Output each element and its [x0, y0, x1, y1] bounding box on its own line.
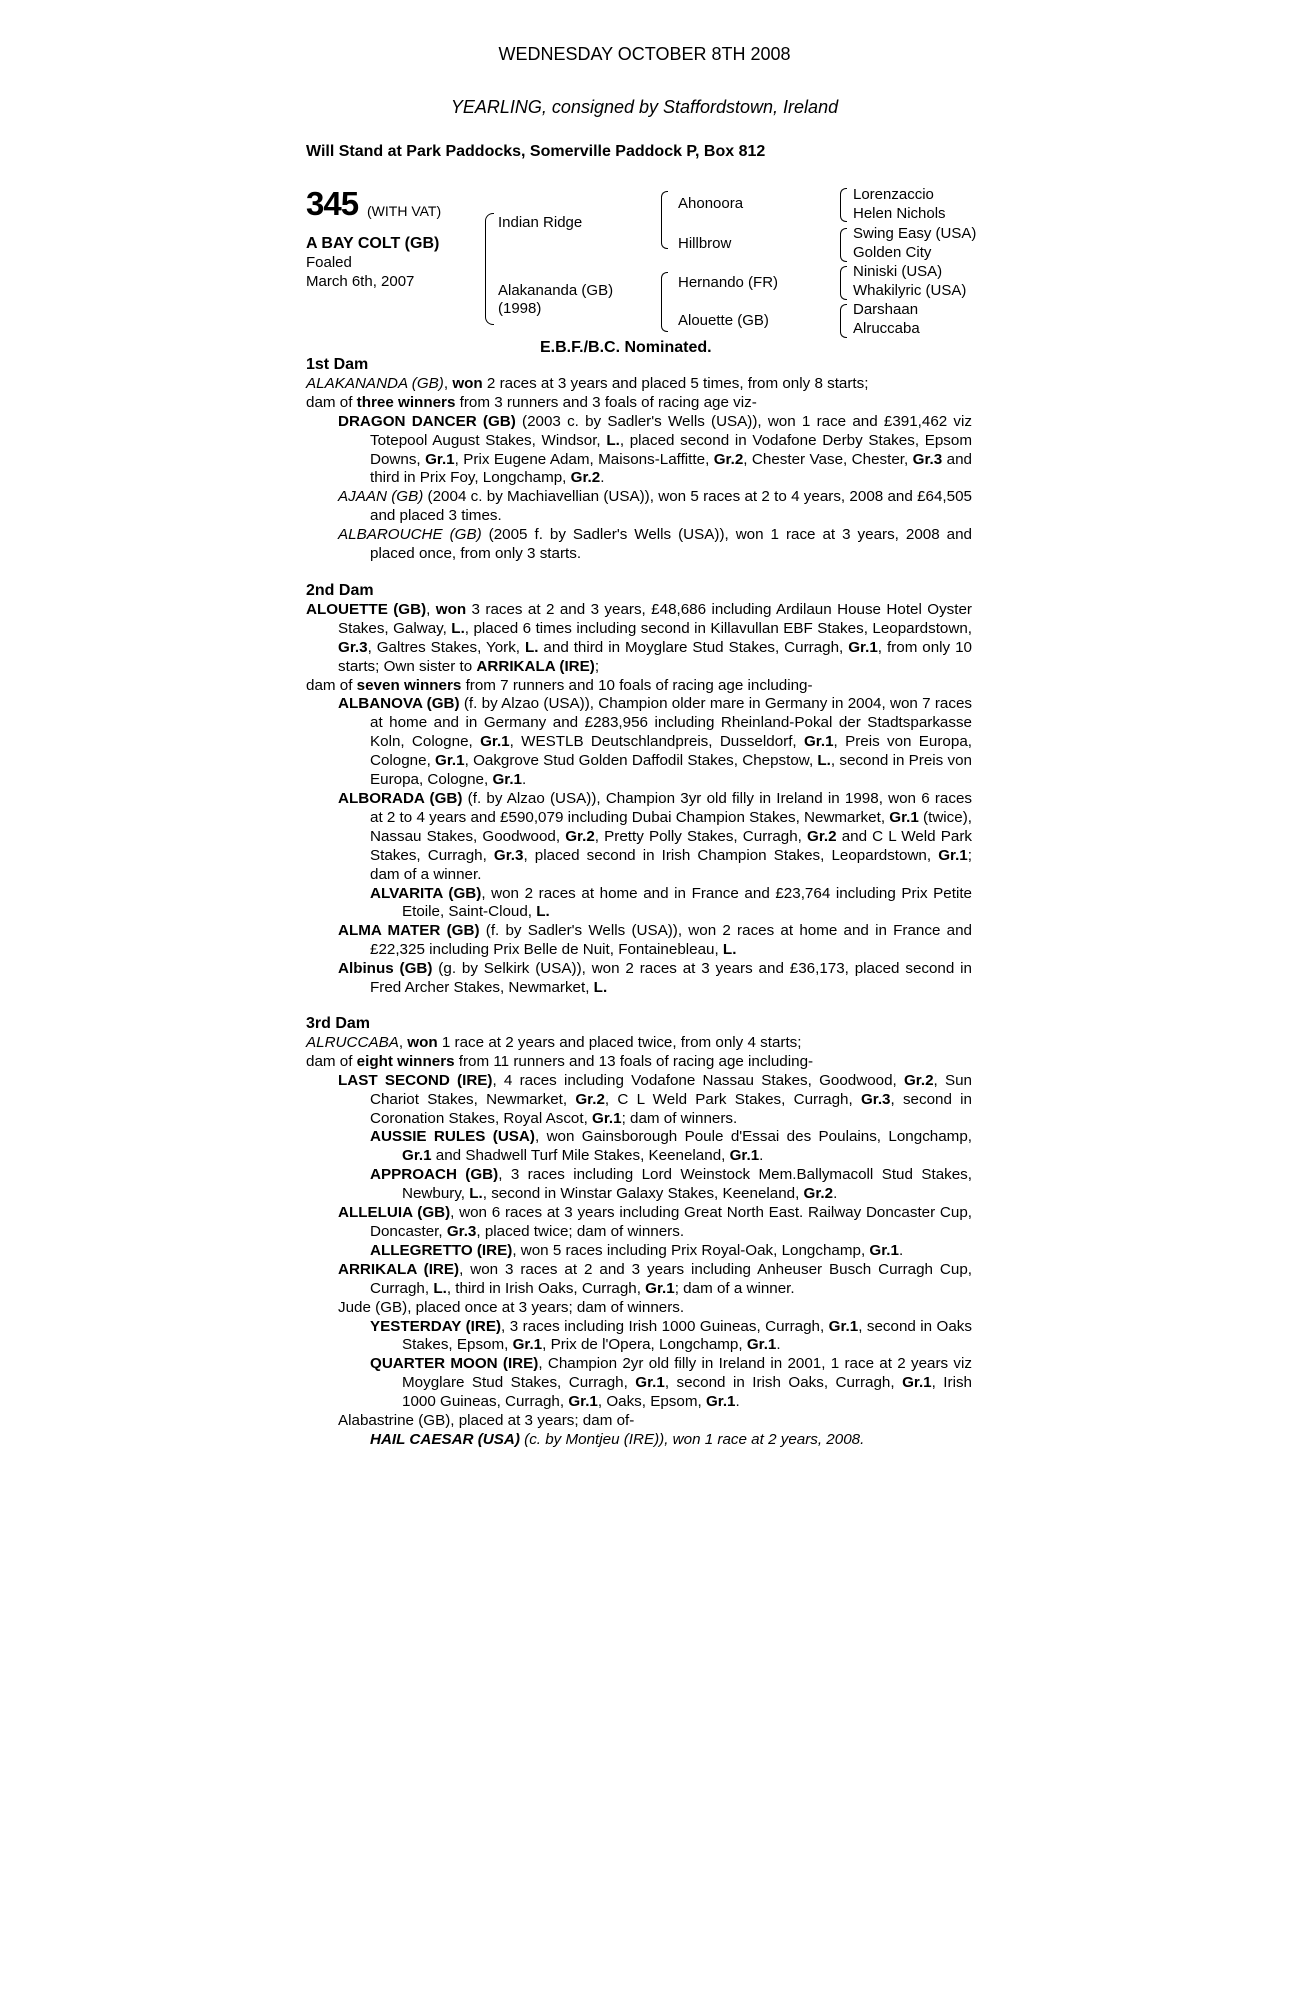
- pedigree-gen3-3: Swing Easy (USA): [853, 225, 977, 242]
- second-dam-section: [306, 582, 972, 998]
- produce-entry: Jude (GB), placed once at 3 years; dam of winners.: [338, 1298, 685, 1316]
- dam-produce: dam of seven winners from 7 runners and 10 foals of racing age including-: [306, 676, 813, 694]
- pedigree-gen3-2: Helen Nichols: [853, 205, 946, 222]
- pedigree-gen3-8: Alruccaba: [853, 320, 920, 337]
- produce-entry: Albinus (GB) (g. by Selkirk (USA)), won 2 races at 3 years and £36,173, placed second in Fred Archer Stakes, Newmarket, L.: [338, 960, 972, 997]
- produce-entry: QUARTER MOON (IRE), Champion 2yr old filly in Ireland in 2001, 1 race at 2 years viz Moyglare Stud Stakes, Curragh, Gr.1, second in Irish Oaks, Curragh, Gr.1, Irish 1000 Guineas, Curragh, Gr.1, Oaks, Epsom, Gr.1.: [370, 1355, 972, 1411]
- produce-entry: ARRIKALA (IRE), won 3 races at 2 and 3 years including Anheuser Busch Curragh Cup, Curragh, L., third in Irish Oaks, Curragh, Gr.1; dam of a winner.: [338, 1260, 972, 1297]
- produce-entry: ALLELUIA (GB), won 6 races at 3 years including Great North East. Railway Doncaster Cup, Doncaster, Gr.3, placed twice; dam of winners.: [338, 1204, 972, 1240]
- lot-name: A BAY COLT (GB): [306, 235, 440, 252]
- brace-gen3-2: [840, 228, 847, 262]
- pedigree-dam-year: (1998): [498, 300, 542, 317]
- produce-entry: LAST SECOND (IRE), 4 races including Vodafone Nassau Stakes, Goodwood, Gr.2, Sun Chariot Stakes, Newmarket, Gr.2, C L Weld Park Stakes, Curragh, Gr.3, second in Coronation Stakes, Royal Ascot, Gr.1; dam of winners.: [338, 1071, 972, 1127]
- section-heading: 2nd Dam: [306, 582, 374, 599]
- third-dam-section: [306, 1015, 972, 1450]
- brace-gen3-3: [840, 266, 847, 300]
- produce-entry: Alabastrine (GB), placed at 3 years; dam of-: [338, 1412, 635, 1430]
- foaled-label: Foaled: [306, 254, 352, 271]
- produce-entry: YESTERDAY (IRE), 3 races including Irish 1000 Guineas, Curragh, Gr.1, second in Oaks Stakes, Epsom, Gr.1, Prix de l'Opera, Longchamp, Gr.1.: [370, 1317, 972, 1354]
- pedigree-gen3-4: Golden City: [853, 244, 932, 261]
- dam-produce: dam of eight winners from 11 runners and 13 foals of racing age including-: [306, 1052, 814, 1070]
- pedigree-gen3-5: Niniski (USA): [853, 263, 943, 280]
- nomination-note: E.B.F./B.C. Nominated.: [540, 339, 712, 356]
- pedigree-gen2-4: Alouette (GB): [678, 312, 769, 329]
- section-heading: 1st Dam: [306, 356, 369, 373]
- stand-location: Will Stand at Park Paddocks, Somerville Paddock P, Box 812: [306, 143, 766, 160]
- pedigree-sire: Indian Ridge: [498, 214, 583, 231]
- produce-entry: ALBAROUCHE (GB) (2005 f. by Sadler's Wells (USA)), won 1 race at 3 years, 2008 and placed once, from only 3 starts.: [338, 526, 972, 563]
- brace-gen3-4: [840, 304, 847, 338]
- produce-entry: ALMA MATER (GB) (f. by Sadler's Wells (USA)), won 2 races at home and in France and £22,325 including Prix Belle de Nuit, Fontainebleau, L.: [338, 922, 972, 959]
- pedigree-dam: Alakananda (GB): [498, 282, 614, 299]
- dam-summary: ALOUETTE (GB), won 3 races at 2 and 3 years, £48,686 including Ardilaun House Hotel Oyster Stakes, Galway, L., placed 6 times including second in Killavullan EBF Stakes, Leopardstown, Gr.3, Galtres Stakes, York, L. and third in Moyglare Stud Stakes, Curragh, Gr.1, from only 10 starts; Own sister to ARRIKALA (IRE);: [306, 600, 972, 675]
- produce-entry: AJAAN (GB) (2004 c. by Machiavellian (USA)), won 5 races at 2 to 4 years, 2008 and £64,505 and placed 3 times.: [338, 488, 972, 525]
- pedigree-gen3-1: Lorenzaccio: [853, 186, 934, 203]
- brace-gen1: [485, 213, 494, 325]
- produce-entry: ALLEGRETTO (IRE), won 5 races including Prix Royal-Oak, Longchamp, Gr.1.: [370, 1241, 904, 1259]
- pedigree-gen2-2: Hillbrow: [678, 235, 732, 252]
- dam-summary: ALAKANANDA (GB), won 2 races at 3 years and placed 5 times, from only 8 starts;: [306, 374, 869, 392]
- brace-gen3-1: [840, 188, 847, 222]
- produce-entry: ALVARITA (GB), won 2 races at home and in France and £23,764 including Prix Petite Etoile, Saint-Cloud, L.: [370, 884, 972, 921]
- produce-entry: ALBORADA (GB) (f. by Alzao (USA)), Champion 3yr old filly in Ireland in 1998, won 6 races at 2 to 4 years and £590,079 including Dubai Champion Stakes, Newmarket, Gr.1 (twice), Nassau Stakes, Goodwood, Gr.2, Pretty Polly Stakes, Curragh, Gr.2 and C L Weld Park Stakes, Curragh, Gr.3, placed second in Irish Champion Stakes, Leopardstown, Gr.1; dam of a winner.: [338, 789, 972, 883]
- sale-date: WEDNESDAY OCTOBER 8TH 2008: [498, 44, 791, 64]
- dam-produce: dam of three winners from 3 runners and 3 foals of racing age viz-: [306, 393, 757, 411]
- pedigree-gen2-3: Hernando (FR): [678, 274, 779, 291]
- vat-note: (WITH VAT): [367, 203, 442, 219]
- pedigree-gen2-1: Ahonoora: [678, 195, 744, 212]
- brace-gen2-top: [661, 191, 668, 249]
- first-dam-section: [306, 356, 972, 564]
- lot-number: 345: [306, 185, 359, 222]
- brace-gen2-bottom: [661, 272, 668, 332]
- produce-entry: DRAGON DANCER (GB) (2003 c. by Sadler's Wells (USA)), won 1 race and £391,462 viz Totepool August Stakes, Windsor, L., placed second in Vodafone Derby Stakes, Epsom Downs, Gr.1, Prix Eugene Adam, Maisons-Laffitte, Gr.2, Chester Vase, Chester, Gr.3 and third in Prix Foy, Longchamp, Gr.2.: [338, 412, 972, 487]
- section-heading: 3rd Dam: [306, 1015, 371, 1032]
- pedigree-gen3-6: Whakilyric (USA): [853, 282, 967, 299]
- produce-entry: HAIL CAESAR (USA) (c. by Montjeu (IRE)), won 1 race at 2 years, 2008.: [370, 1430, 865, 1448]
- produce-entry: APPROACH (GB), 3 races including Lord Weinstock Mem.Ballymacoll Stud Stakes, Newbury, L., second in Winstar Galaxy Stakes, Keeneland, Gr.2.: [370, 1166, 972, 1203]
- consignment-line: YEARLING, consigned by Staffordstown, Ireland: [450, 97, 839, 117]
- produce-entry: AUSSIE RULES (USA), won Gainsborough Poule d'Essai des Poulains, Longchamp, Gr.1 and Shadwell Turf Mile Stakes, Keeneland, Gr.1.: [370, 1128, 972, 1165]
- dam-summary: ALRUCCABA, won 1 race at 2 years and placed twice, from only 4 starts;: [306, 1033, 802, 1051]
- foaled-date: March 6th, 2007: [306, 273, 415, 290]
- pedigree-gen3-7: Darshaan: [853, 301, 919, 318]
- produce-entry: ALBANOVA (GB) (f. by Alzao (USA)), Champion older mare in Germany in 2004, won 7 races at home and in Germany and £283,956 including Rheinland-Pokal der Stadtsparkasse Koln, Cologne, Gr.1, WESTLB Deutschlandpreis, Dusseldorf, Gr.1, Preis von Europa, Cologne, Gr.1, Oakgrove Stud Golden Daffodil Stakes, Chepstow, L., second in Preis von Europa, Cologne, Gr.1.: [338, 695, 972, 789]
